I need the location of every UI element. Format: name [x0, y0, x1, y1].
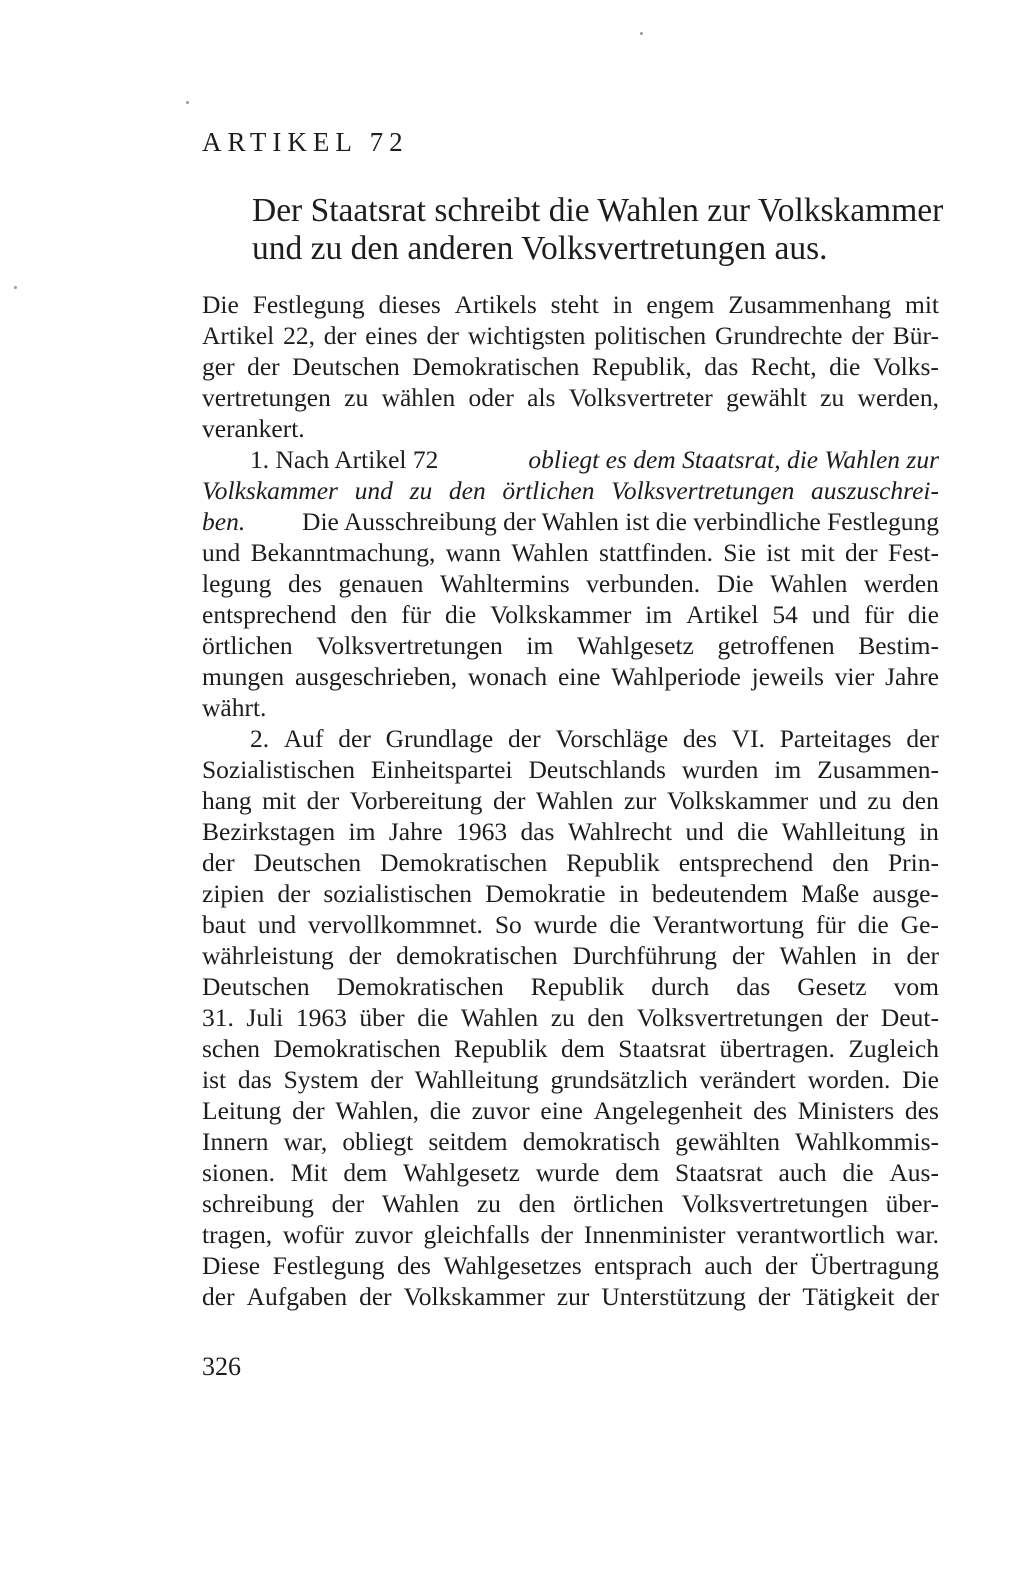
- word: in: [871, 941, 892, 970]
- word: Maße: [801, 879, 860, 908]
- word: für: [401, 600, 432, 629]
- word: übertragen.: [719, 1034, 835, 1063]
- scan-speck: [640, 32, 643, 35]
- text-line: [202, 1126, 939, 1157]
- word: Wahlen,: [335, 1096, 419, 1125]
- text-line: [202, 754, 939, 785]
- word: Volksvertreter: [568, 383, 713, 412]
- word: Grundlage: [385, 724, 494, 753]
- word: Leitung: [202, 1096, 282, 1125]
- article-text: [252, 192, 952, 268]
- word: der: [851, 321, 884, 350]
- text-line: [202, 1157, 939, 1188]
- word: Sie: [723, 538, 756, 567]
- word: genauen: [338, 569, 424, 598]
- word: Artikel: [686, 600, 759, 629]
- text-line: [202, 661, 939, 692]
- word: gewählten: [675, 1127, 781, 1156]
- word: Innern: [202, 1127, 269, 1156]
- word: Wahlen: [381, 1189, 460, 1218]
- word: die: [737, 817, 769, 846]
- word: Volksvertretungen: [316, 631, 503, 660]
- word: Staatsrat: [674, 1158, 763, 1187]
- word: Festlegung: [272, 1251, 385, 1280]
- word: der: [277, 879, 311, 908]
- word: des: [287, 569, 322, 598]
- word: wurde: [535, 1158, 600, 1187]
- word: die: [907, 600, 939, 629]
- word: den: [448, 476, 486, 505]
- word: Sozialistischen: [202, 755, 355, 784]
- word: der: [202, 848, 235, 877]
- article-text-line: und zu den anderen Volksvertretungen aus.: [252, 230, 828, 267]
- word: und: [257, 910, 297, 939]
- word: Volks-: [872, 352, 939, 381]
- text-line: [202, 568, 939, 599]
- text-line: [202, 847, 939, 878]
- word: das: [237, 1065, 272, 1094]
- word: baut: [202, 910, 246, 939]
- word: Bür-: [892, 321, 939, 350]
- word: der: [292, 1096, 325, 1125]
- word: Wahlen: [779, 941, 857, 970]
- word: der: [359, 1282, 392, 1311]
- word: obliegt: [342, 1127, 414, 1156]
- word: der: [202, 1282, 235, 1311]
- word: zu: [820, 383, 845, 412]
- word: der: [426, 321, 460, 350]
- word: über: [359, 1003, 405, 1032]
- word: Wahlrecht: [567, 817, 673, 846]
- scan-speck: [14, 286, 17, 289]
- word: Die: [716, 569, 754, 598]
- word: Deutschlands: [528, 755, 666, 784]
- word: der: [323, 321, 357, 350]
- word: Wahlgesetz: [576, 631, 694, 660]
- word: die: [857, 910, 889, 939]
- word: 31.: [202, 1003, 234, 1032]
- word: den: [518, 1189, 556, 1218]
- word: die: [429, 1096, 461, 1125]
- text-line: [202, 1095, 939, 1126]
- word: gewählt: [726, 383, 807, 412]
- word: wofür: [282, 1220, 344, 1249]
- word: Artikel: [202, 321, 275, 350]
- text-line: [202, 444, 939, 475]
- word: mit: [800, 538, 835, 567]
- word: Volkskammer: [202, 476, 338, 505]
- scan-speck: [186, 101, 189, 104]
- word: der: [348, 941, 382, 970]
- word: den: [350, 600, 388, 629]
- word: Festlegung: [252, 290, 365, 319]
- word: Unterstützung: [601, 1282, 746, 1311]
- word: Aus-: [889, 1158, 939, 1187]
- word: örtlichen: [573, 1189, 664, 1218]
- word: politischen: [594, 321, 707, 350]
- word: sionen.: [202, 1158, 275, 1187]
- word: auch: [778, 1158, 827, 1187]
- word: 1963: [295, 1003, 347, 1032]
- text-line: [202, 1002, 939, 1033]
- word: zur: [556, 1282, 590, 1311]
- word: dieses: [378, 290, 441, 319]
- word: Innenminister: [583, 1220, 726, 1249]
- word: Recht,: [750, 352, 817, 381]
- word: werden: [863, 569, 939, 598]
- word: zu: [867, 786, 892, 815]
- word: Wahlkommis-: [795, 1127, 939, 1156]
- text-line: [202, 785, 939, 816]
- word: ist: [202, 1065, 227, 1094]
- word: Bestim-: [858, 631, 939, 660]
- word: schen: [202, 1034, 261, 1063]
- word: vervollkommnet.: [308, 910, 483, 939]
- word: der: [370, 1065, 403, 1094]
- text-line: [202, 940, 939, 971]
- word: Zugleich: [848, 1034, 939, 1063]
- word: VI.: [731, 724, 765, 753]
- text-line: [202, 816, 939, 847]
- word: Wahlen: [770, 569, 848, 598]
- article-text-line: Der Staatsrat schreibt die Wahlen zur Volkskammer: [252, 192, 944, 229]
- word: 54: [772, 600, 798, 629]
- paragraph-lead: 1. Nach Artikel 72: [250, 445, 439, 474]
- word: Parteitages: [779, 724, 892, 753]
- word: werden,: [857, 383, 939, 412]
- word: Republik: [530, 972, 625, 1001]
- word: entsprechend: [202, 600, 337, 629]
- word: des: [682, 724, 717, 753]
- text-line: [202, 320, 939, 351]
- word: Volksvertretungen: [611, 476, 795, 505]
- word: der: [540, 1220, 574, 1249]
- word: Gesetz: [797, 972, 867, 1001]
- word: Deutschen: [202, 972, 310, 1001]
- word: mit: [262, 786, 297, 815]
- word: der: [764, 1251, 798, 1280]
- word: mit: [904, 290, 939, 319]
- word: Vorbereitung: [349, 786, 483, 815]
- word: Zusammenhang: [728, 290, 892, 319]
- word: in: [919, 817, 939, 846]
- word: Volksvertretungen: [636, 1003, 824, 1032]
- word: der: [906, 941, 939, 970]
- text-line: [202, 1250, 939, 1281]
- text-line: [202, 1219, 939, 1250]
- word: wonach: [467, 662, 548, 691]
- italic-citation: obliegt es dem Staatsrat, die Wahlen zur: [528, 445, 939, 474]
- word: verbunden.: [586, 569, 701, 598]
- word: Republik,: [591, 352, 692, 381]
- word: verändert: [699, 1065, 796, 1094]
- word: im: [526, 631, 554, 660]
- text-line: [202, 289, 939, 320]
- word: Wahlen: [511, 538, 589, 567]
- word: steht: [550, 290, 599, 319]
- word: der: [247, 352, 280, 381]
- word: wurden: [681, 755, 759, 784]
- word: dem: [560, 1034, 605, 1063]
- word: Wahlgesetz: [403, 1158, 520, 1187]
- word: zur: [623, 786, 657, 815]
- word: Auf: [283, 724, 324, 753]
- text-line: [202, 475, 939, 506]
- word: Angelegenheit: [593, 1096, 743, 1125]
- word: eines: [365, 321, 418, 350]
- word: wählen: [381, 383, 456, 412]
- word: Wahltermins: [439, 569, 570, 598]
- word: Prin-: [887, 848, 939, 877]
- word: die: [445, 600, 477, 629]
- word: zuvor: [471, 1096, 530, 1125]
- word: seitdem: [428, 1127, 508, 1156]
- word: Ge-: [900, 910, 939, 939]
- word: der: [906, 1282, 939, 1311]
- word: Demokratischen: [380, 848, 548, 877]
- word: verantwortlich: [736, 1220, 885, 1249]
- word: zu: [550, 1003, 575, 1032]
- word: wichtigsten: [467, 321, 586, 350]
- word: ger: [202, 352, 235, 381]
- text-line: [202, 537, 939, 568]
- text-line: [202, 506, 939, 537]
- text-line: [202, 1281, 939, 1312]
- word: Bekanntmachung,: [250, 538, 436, 567]
- word: das: [704, 352, 739, 381]
- word: Wahlperiode: [611, 662, 741, 691]
- word: zu: [344, 383, 369, 412]
- word: Wahlen: [536, 786, 614, 815]
- word: der: [845, 538, 878, 567]
- word: Volkskammer: [666, 786, 809, 815]
- word: Juli: [246, 1003, 284, 1032]
- text-line: währt.: [202, 693, 267, 722]
- word: Aufgaben: [246, 1282, 348, 1311]
- word: der: [731, 941, 765, 970]
- word: Diese: [202, 1251, 261, 1280]
- word: im: [645, 600, 673, 629]
- word: 2.: [250, 724, 270, 753]
- text-line: verankert.: [202, 414, 305, 443]
- word: eine: [557, 662, 601, 691]
- word: des: [396, 1251, 431, 1280]
- word: das: [736, 972, 771, 1001]
- word: die: [417, 1003, 449, 1032]
- word: schreibung: [202, 1189, 314, 1218]
- word: der: [508, 724, 541, 753]
- word: Deut-: [880, 1003, 939, 1032]
- word: demokratischen: [396, 941, 558, 970]
- word: in: [618, 879, 639, 908]
- word: und: [818, 786, 857, 815]
- word: der: [306, 786, 340, 815]
- text-line: [202, 382, 939, 413]
- word: dem: [615, 1158, 660, 1187]
- word: Wahlleitung: [781, 817, 906, 846]
- word: ist: [766, 538, 791, 567]
- word: über-: [885, 1189, 939, 1218]
- word: ausge-: [872, 879, 939, 908]
- word: Demokratischen: [273, 1034, 441, 1063]
- word: eine: [540, 1096, 583, 1125]
- word: Zusammen-: [817, 755, 939, 784]
- word: die: [842, 1158, 874, 1187]
- word: der: [338, 724, 371, 753]
- text-line: [202, 1033, 939, 1064]
- word: und: [202, 538, 241, 567]
- text-line: [202, 1188, 939, 1219]
- page-number: 326: [202, 1352, 241, 1381]
- word: Verantwortung: [652, 910, 804, 939]
- word: Mit: [290, 1158, 328, 1187]
- word: der: [835, 1003, 869, 1032]
- word: war.: [895, 1220, 939, 1249]
- word: Demokratie: [485, 879, 606, 908]
- word: Volkskammer: [403, 1282, 545, 1311]
- word: Volksvertretungen: [681, 1189, 868, 1218]
- text-line: [202, 971, 939, 1002]
- word: 22,: [283, 321, 315, 350]
- word: für: [864, 600, 894, 629]
- word: für: [815, 910, 846, 939]
- word: war,: [283, 1127, 328, 1156]
- word: Bezirkstagen: [202, 817, 336, 846]
- word: der: [331, 1189, 365, 1218]
- word: Deutschen: [292, 352, 400, 381]
- word: grundsätzlich: [550, 1065, 688, 1094]
- text-line: [202, 723, 939, 754]
- word: zipien: [202, 879, 265, 908]
- word: der: [906, 724, 939, 753]
- word: Übertragung: [810, 1251, 939, 1280]
- text-line: [202, 878, 939, 909]
- word: Demokratischen: [336, 972, 504, 1001]
- word: zuvor: [354, 1220, 413, 1249]
- word: den: [832, 848, 870, 877]
- word: jeweils: [751, 662, 824, 691]
- word: zu: [409, 476, 433, 505]
- word: entsprach: [594, 1251, 692, 1280]
- word: hang: [202, 786, 252, 815]
- word: So: [494, 910, 522, 939]
- word: und: [685, 817, 724, 846]
- word: auch: [704, 1251, 753, 1280]
- text-line: [202, 599, 939, 630]
- word: währleistung: [202, 941, 334, 970]
- word: der: [757, 1282, 791, 1311]
- word: durch: [651, 972, 710, 1001]
- word: zu: [476, 1189, 501, 1218]
- word: legung: [202, 569, 272, 598]
- word: dem: [343, 1158, 388, 1187]
- word: sozialistischen: [323, 879, 473, 908]
- word: Durchführung: [572, 941, 718, 970]
- word: Ministers: [797, 1096, 895, 1125]
- word: vertretungen: [202, 383, 331, 412]
- word: Wahlgesetzes: [443, 1251, 582, 1280]
- word: entsprechend: [678, 848, 814, 877]
- word: des: [753, 1096, 788, 1125]
- word: das: [520, 817, 555, 846]
- article-heading: ARTIKEL 72: [202, 127, 409, 157]
- word: Einheitspartei: [370, 755, 513, 784]
- word: Republik: [454, 1034, 548, 1063]
- word: wurde: [533, 910, 598, 939]
- word: Republik: [566, 848, 660, 877]
- word: Tätigkeit: [802, 1282, 895, 1311]
- word: stattfinden.: [598, 538, 713, 567]
- word: Demokratischen: [412, 352, 580, 381]
- word: Volkskammer: [490, 600, 632, 629]
- word: örtlichen: [202, 631, 293, 660]
- word: den: [587, 1003, 625, 1032]
- text-fragment: Die Ausschreibung der Wahlen ist die verbindliche Festlegung: [302, 507, 939, 536]
- commentary-body: [202, 289, 939, 1312]
- word: Fest-: [887, 538, 939, 567]
- word: Deutschen: [253, 848, 362, 877]
- word: Wahlleitung: [414, 1065, 539, 1094]
- word: die: [609, 910, 641, 939]
- word: in: [612, 290, 633, 319]
- word: Die: [202, 290, 239, 319]
- text-line: [202, 351, 939, 382]
- word: tragen,: [202, 1220, 273, 1249]
- word: oder: [468, 383, 514, 412]
- word: vier: [834, 662, 875, 691]
- word: auszuschrei-: [811, 476, 939, 505]
- word: Jahre: [885, 662, 939, 691]
- word: demokratisch: [522, 1127, 661, 1156]
- word: getroffenen: [717, 631, 835, 660]
- word: 1963: [456, 817, 508, 846]
- word: der: [492, 786, 526, 815]
- text-line: [202, 1064, 939, 1095]
- word: im: [774, 755, 802, 784]
- word: Staatsrat: [618, 1034, 707, 1063]
- word: des: [904, 1096, 939, 1125]
- word: im: [348, 817, 376, 846]
- word: Wahlen: [460, 1003, 539, 1032]
- word: ausgeschrieben,: [294, 662, 458, 691]
- word: Vorschläge: [555, 724, 669, 753]
- word: Die: [902, 1065, 939, 1094]
- word: System: [283, 1065, 359, 1094]
- word: die: [829, 352, 861, 381]
- word: Jahre: [388, 817, 443, 846]
- word: als: [527, 383, 556, 412]
- word: engem: [646, 290, 715, 319]
- word: worden.: [807, 1065, 891, 1094]
- word: Artikels: [454, 290, 537, 319]
- italic-citation: ben.: [202, 507, 246, 536]
- word: bedeutendem: [651, 879, 788, 908]
- text-line: [202, 630, 939, 661]
- word: vom: [893, 972, 939, 1001]
- text-line: [202, 909, 939, 940]
- word: örtlichen: [502, 476, 595, 505]
- word: und: [354, 476, 393, 505]
- word: mungen: [202, 662, 285, 691]
- word: und: [811, 600, 851, 629]
- word: wann: [445, 538, 501, 567]
- word: den: [902, 786, 939, 815]
- word: Grundrechte: [715, 321, 843, 350]
- word: gleichfalls: [423, 1220, 530, 1249]
